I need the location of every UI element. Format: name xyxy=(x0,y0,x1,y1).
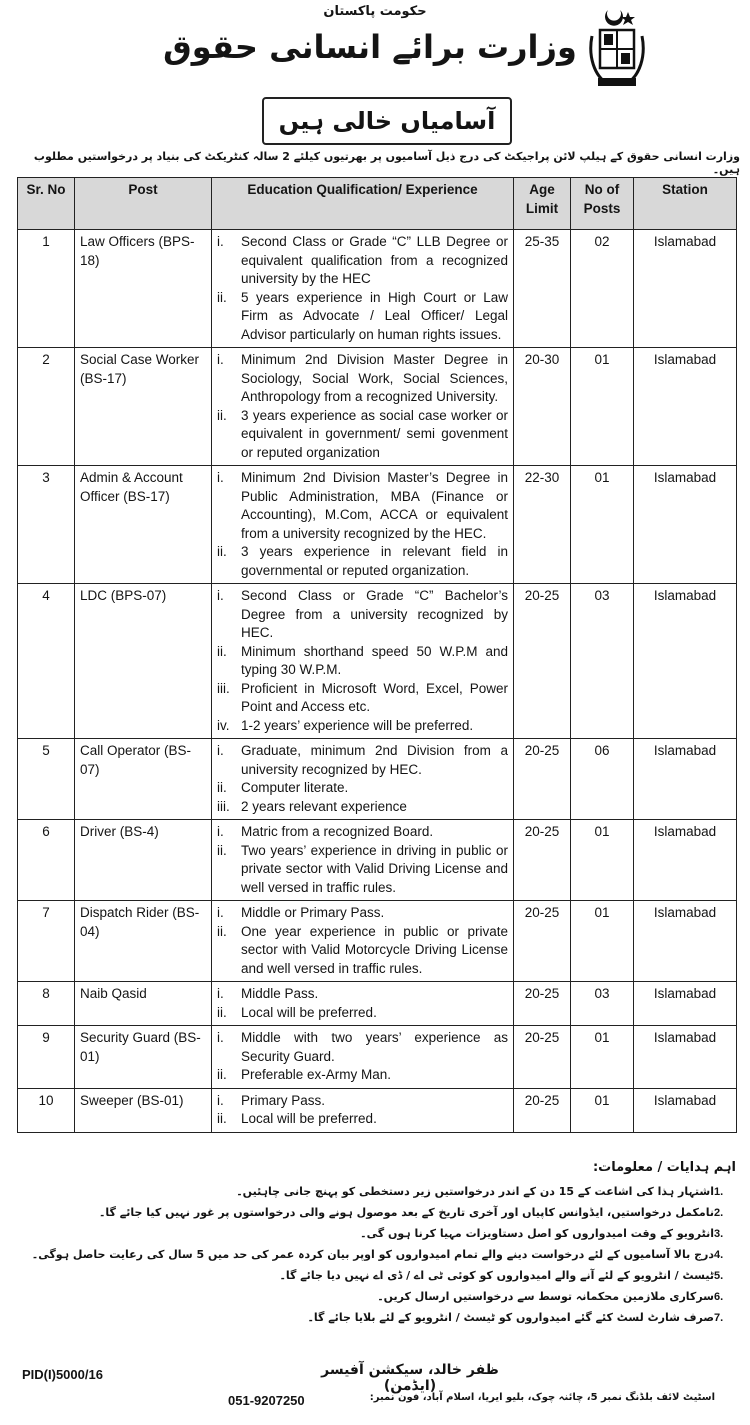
qualification-item xyxy=(217,469,508,543)
no-of-posts-cell: 01 xyxy=(571,466,634,584)
item-numeral: iv. xyxy=(217,717,230,733)
instruction-item xyxy=(20,1244,740,1265)
header-station: Station xyxy=(634,178,737,230)
age-limit-cell: 20-25 xyxy=(514,901,571,982)
table-row xyxy=(18,982,737,1026)
section-officer-signature: ظفر خالد، سیکشن آفیسر (ایڈمن) xyxy=(321,1362,499,1394)
instruction-item xyxy=(20,1223,740,1244)
station-cell: Islamabad xyxy=(634,901,737,982)
item-text: One year experience in public or private sector with Valid Motorcycle Driving License and well versed in traffic rules. xyxy=(241,923,508,976)
qualification-item xyxy=(217,643,508,680)
age-limit-cell: 20-25 xyxy=(514,820,571,901)
table-row xyxy=(18,1088,737,1132)
pid-number: PID(I)5000/16 xyxy=(22,1367,103,1382)
age-limit-cell: 20-25 xyxy=(514,1026,571,1089)
table-row xyxy=(18,230,737,348)
qualification-item xyxy=(217,985,508,1004)
qualification-item xyxy=(217,742,508,779)
state-emblem-icon xyxy=(588,6,646,90)
qualification-list xyxy=(217,904,508,978)
qualification-cell xyxy=(212,982,514,1026)
header-no-of-posts: No of Posts xyxy=(571,178,634,230)
instruction-text: اشتہار ہذا کی اشاعت کے 15 دن کے اندر درخواستیں زیر دستخطی کو پہنچ جانی چاہئیں۔ xyxy=(236,1185,714,1198)
no-of-posts-cell: 03 xyxy=(571,982,634,1026)
vacancies-table xyxy=(17,177,737,1133)
item-text: Minimum 2nd Division Master’s Degree in Public Administration, MBA (Finance or Accounting), M.Com, ACCA or equivalent from a university recognized by the HEC. xyxy=(241,470,508,541)
qualification-cell xyxy=(212,820,514,901)
qualification-item xyxy=(217,1004,508,1023)
post-cell: LDC (BPS-07) xyxy=(75,584,212,739)
item-text: Proficient in Microsoft Word, Excel, Power Point and Access etc. xyxy=(241,680,508,714)
age-limit-cell: 20-30 xyxy=(514,348,571,466)
station-cell: Islamabad xyxy=(634,739,737,820)
qualification-list xyxy=(217,985,508,1022)
item-text: 1-2 years’ experience will be preferred. xyxy=(241,717,474,733)
item-text: Computer literate. xyxy=(241,780,349,795)
qualification-item xyxy=(217,923,508,979)
office-address: اسٹیٹ لائف بلڈنگ نمبر 5، چائنہ چوک، بلیو ایریا، اسلام آباد، فون نمبر: xyxy=(369,1392,715,1403)
station-cell: Islamabad xyxy=(634,982,737,1026)
item-text: Local will be preferred. xyxy=(241,1004,377,1020)
qualification-item xyxy=(217,1066,508,1085)
station-cell: Islamabad xyxy=(634,1026,737,1089)
phone-number: 051-9207250 xyxy=(228,1393,305,1408)
item-numeral: iii. xyxy=(217,680,230,696)
item-text: 3 years experience in relevant field in governmental or reputed organization. xyxy=(241,544,508,578)
qualification-item xyxy=(217,823,508,842)
vacancies-banner: آسامیاں خالی ہیں xyxy=(262,97,512,145)
sr-no-cell: 3 xyxy=(18,466,75,584)
item-numeral: ii. xyxy=(217,544,227,559)
qualification-list xyxy=(217,233,508,344)
item-numeral: ii. xyxy=(217,289,227,305)
qualification-item xyxy=(217,587,508,643)
qualification-item xyxy=(217,289,508,345)
table-row xyxy=(18,584,737,739)
sr-no-cell: 7 xyxy=(18,901,75,982)
instruction-number: 1. xyxy=(714,1185,724,1198)
post-cell: Call Operator (BS-07) xyxy=(75,739,212,820)
item-text: Second Class or Grade “C” LLB Degree or equivalent qualification from a recognized university by the HEC xyxy=(241,234,508,286)
item-text: Graduate, minimum 2nd Division from a university recognized by HEC. xyxy=(241,743,508,777)
table-row xyxy=(18,739,737,820)
header-education: Education Qualification/ Experience xyxy=(212,178,514,230)
item-numeral: i. xyxy=(217,1092,224,1108)
station-cell: Islamabad xyxy=(634,348,737,466)
post-cell: Sweeper (BS-01) xyxy=(75,1088,212,1132)
instruction-text: صرف شارٹ لسٹ کئے گئے امیدواروں کو ٹیسٹ / انٹرویو کے لئے بلایا جائے گا۔ xyxy=(307,1311,714,1324)
no-of-posts-cell: 01 xyxy=(571,1026,634,1089)
instruction-text: درج بالا آسامیوں کے لئے درخواست دینے والے تمام امیدواروں کو اوپر بیان کردہ عمر کی حد میں 5 سال کی رعایت حاصل ہوگی۔ xyxy=(31,1248,714,1261)
table-row xyxy=(18,901,737,982)
instruction-item xyxy=(20,1202,740,1223)
table-row xyxy=(18,1026,737,1089)
age-limit-cell: 20-25 xyxy=(514,1088,571,1132)
station-cell: Islamabad xyxy=(634,1088,737,1132)
item-numeral: i. xyxy=(217,824,224,839)
instruction-text: سرکاری ملازمین محکمانہ توسط سے درخواستیں ارسال کریں۔ xyxy=(377,1290,714,1303)
instruction-item xyxy=(20,1265,740,1286)
item-text: Minimum 2nd Division Master Degree in Sociology, Social Work, Social Sciences, Anthropology from a recognized University. xyxy=(241,352,508,404)
qualification-item xyxy=(217,842,508,898)
no-of-posts-cell: 01 xyxy=(571,1088,634,1132)
qualification-item xyxy=(217,779,508,798)
instruction-text: انٹرویو کے وقت امیدواروں کو اصل دستاویزات مہیا کرنا ہوں گی۔ xyxy=(360,1227,714,1240)
post-cell: Dispatch Rider (BS-04) xyxy=(75,901,212,982)
station-cell: Islamabad xyxy=(634,820,737,901)
item-text: Local will be preferred. xyxy=(241,1111,377,1126)
sr-no-cell: 2 xyxy=(18,348,75,466)
qualification-item xyxy=(217,1092,508,1111)
qualification-list xyxy=(217,1092,508,1129)
qualification-item xyxy=(217,543,508,580)
qualification-list xyxy=(217,587,508,735)
post-cell: Driver (BS-4) xyxy=(75,820,212,901)
instruction-number: 2. xyxy=(714,1206,724,1219)
item-text: Middle with two years’ experience as Security Guard. xyxy=(241,1030,508,1064)
qualification-item xyxy=(217,680,508,717)
government-of-pakistan-label: حکومت پاکستان xyxy=(323,4,427,19)
item-numeral: i. xyxy=(217,352,224,367)
sr-no-cell: 1 xyxy=(18,230,75,348)
qualification-list xyxy=(217,823,508,897)
age-limit-cell: 20-25 xyxy=(514,739,571,820)
instructions-section xyxy=(20,1160,740,1328)
age-limit-cell: 22-30 xyxy=(514,466,571,584)
item-numeral: ii. xyxy=(217,1067,227,1082)
instruction-number: 4. xyxy=(714,1248,724,1261)
item-text: 5 years experience in High Court or Law Firm as Advocate / Leal Officer/ Legal Advisor particularly on human rights issues. xyxy=(241,289,508,342)
station-cell: Islamabad xyxy=(634,466,737,584)
qualification-item xyxy=(217,351,508,407)
station-cell: Islamabad xyxy=(634,584,737,739)
item-numeral: i. xyxy=(217,986,224,1001)
no-of-posts-cell: 02 xyxy=(571,230,634,348)
age-limit-cell: 20-25 xyxy=(514,584,571,739)
instruction-number: 3. xyxy=(714,1227,724,1240)
item-numeral: ii. xyxy=(217,842,227,858)
item-numeral: i. xyxy=(217,1030,224,1045)
item-numeral: ii. xyxy=(217,923,227,939)
no-of-posts-cell: 01 xyxy=(571,348,634,466)
instruction-number: 7. xyxy=(714,1311,724,1324)
table-row xyxy=(18,820,737,901)
post-cell: Security Guard (BS-01) xyxy=(75,1026,212,1089)
header-age-limit: Age Limit xyxy=(514,178,571,230)
no-of-posts-cell: 01 xyxy=(571,901,634,982)
qualification-item xyxy=(217,1110,508,1129)
sr-no-cell: 4 xyxy=(18,584,75,739)
intro-paragraph: وزارت انسانی حقوق کے ہیلپ لائن پراجیکٹ کی درج ذیل آسامیوں پر بھرتیوں کیلئے 2 سالہ کنٹریکٹ کی بنیاد پر درخواستیں مطلوب ہیں۔ xyxy=(33,150,740,176)
qualification-cell xyxy=(212,1088,514,1132)
item-text: Two years’ experience in driving in public or private sector with Valid Driving License and well versed in traffic rules. xyxy=(241,842,508,895)
item-text: 2 years relevant experience xyxy=(241,798,407,814)
item-numeral: ii. xyxy=(217,780,227,795)
no-of-posts-cell: 06 xyxy=(571,739,634,820)
qualification-cell xyxy=(212,901,514,982)
age-limit-cell: 20-25 xyxy=(514,982,571,1026)
qualification-list xyxy=(217,351,508,462)
instruction-item xyxy=(20,1286,740,1307)
instruction-item xyxy=(20,1307,740,1328)
qualification-cell xyxy=(212,584,514,739)
item-numeral: i. xyxy=(217,234,224,249)
item-numeral: ii. xyxy=(217,407,227,423)
qualification-item xyxy=(217,904,508,923)
ministry-title: وزارت برائے انسانی حقوق xyxy=(163,28,577,66)
item-text: Minimum shorthand speed 50 W.P.M and typing 30 W.P.M. xyxy=(241,643,508,677)
qualification-cell xyxy=(212,230,514,348)
instruction-number: 6. xyxy=(714,1290,724,1303)
qualification-cell xyxy=(212,1026,514,1089)
qualification-list xyxy=(217,469,508,580)
instructions-heading: اہم ہدایات / معلومات: xyxy=(592,1160,736,1175)
no-of-posts-cell: 01 xyxy=(571,820,634,901)
station-cell: Islamabad xyxy=(634,230,737,348)
item-numeral: i. xyxy=(217,588,224,603)
item-numeral: ii. xyxy=(217,643,227,659)
item-text: 3 years experience as social case worker or equivalent in government/ semi govenment or reputed organization xyxy=(241,407,508,460)
advertisement-header xyxy=(0,0,750,150)
table-row xyxy=(18,348,737,466)
age-limit-cell: 25-35 xyxy=(514,230,571,348)
qualification-item xyxy=(217,1029,508,1066)
qualification-cell xyxy=(212,466,514,584)
table-header-row xyxy=(18,178,737,230)
instruction-number: 5. xyxy=(714,1269,724,1282)
item-text: Preferable ex-Army Man. xyxy=(241,1067,392,1082)
item-numeral: ii. xyxy=(217,1111,227,1126)
header-sr-no: Sr. No xyxy=(18,178,75,230)
item-text: Second Class or Grade “C” Bachelor’s Degree from a university recognized by HEC. xyxy=(241,588,508,640)
item-numeral: i. xyxy=(217,743,224,758)
item-text: Matric from a recognized Board. xyxy=(241,824,434,839)
instruction-item xyxy=(20,1181,740,1202)
qualification-item xyxy=(217,798,508,817)
item-numeral: i. xyxy=(217,905,224,920)
qualification-item xyxy=(217,717,508,736)
post-cell: Social Case Worker (BS-17) xyxy=(75,348,212,466)
no-of-posts-cell: 03 xyxy=(571,584,634,739)
instruction-text: نامکمل درخواستیں، ایڈوانس کاپیاں اور آخری تاریخ کے بعد موصول ہونے والی درخواستوں پر غور نہیں کیا جائے گا۔ xyxy=(98,1206,714,1219)
item-text: Middle or Primary Pass. xyxy=(241,905,385,920)
qualification-list xyxy=(217,1029,508,1085)
item-text: Middle Pass. xyxy=(241,986,319,1001)
sr-no-cell: 9 xyxy=(18,1026,75,1089)
item-text: Primary Pass. xyxy=(241,1092,326,1108)
qualification-list xyxy=(217,742,508,816)
item-numeral: ii. xyxy=(217,1004,227,1020)
sr-no-cell: 6 xyxy=(18,820,75,901)
qualification-item xyxy=(217,233,508,289)
instruction-text: ٹیسٹ / انٹرویو کے لئے آنے والے امیدواروں کو کوئی ٹی اے / ڈی اے نہیں دیا جائے گا۔ xyxy=(279,1269,714,1282)
qualification-item xyxy=(217,407,508,463)
item-numeral: i. xyxy=(217,470,224,485)
qualification-cell xyxy=(212,739,514,820)
sr-no-cell: 10 xyxy=(18,1088,75,1132)
qualification-cell xyxy=(212,348,514,466)
table-row xyxy=(18,466,737,584)
sr-no-cell: 8 xyxy=(18,982,75,1026)
post-cell: Naib Qasid xyxy=(75,982,212,1026)
sr-no-cell: 5 xyxy=(18,739,75,820)
post-cell: Law Officers (BPS-18) xyxy=(75,230,212,348)
header-post: Post xyxy=(75,178,212,230)
item-numeral: iii. xyxy=(217,798,230,814)
post-cell: Admin & Account Officer (BS-17) xyxy=(75,466,212,584)
